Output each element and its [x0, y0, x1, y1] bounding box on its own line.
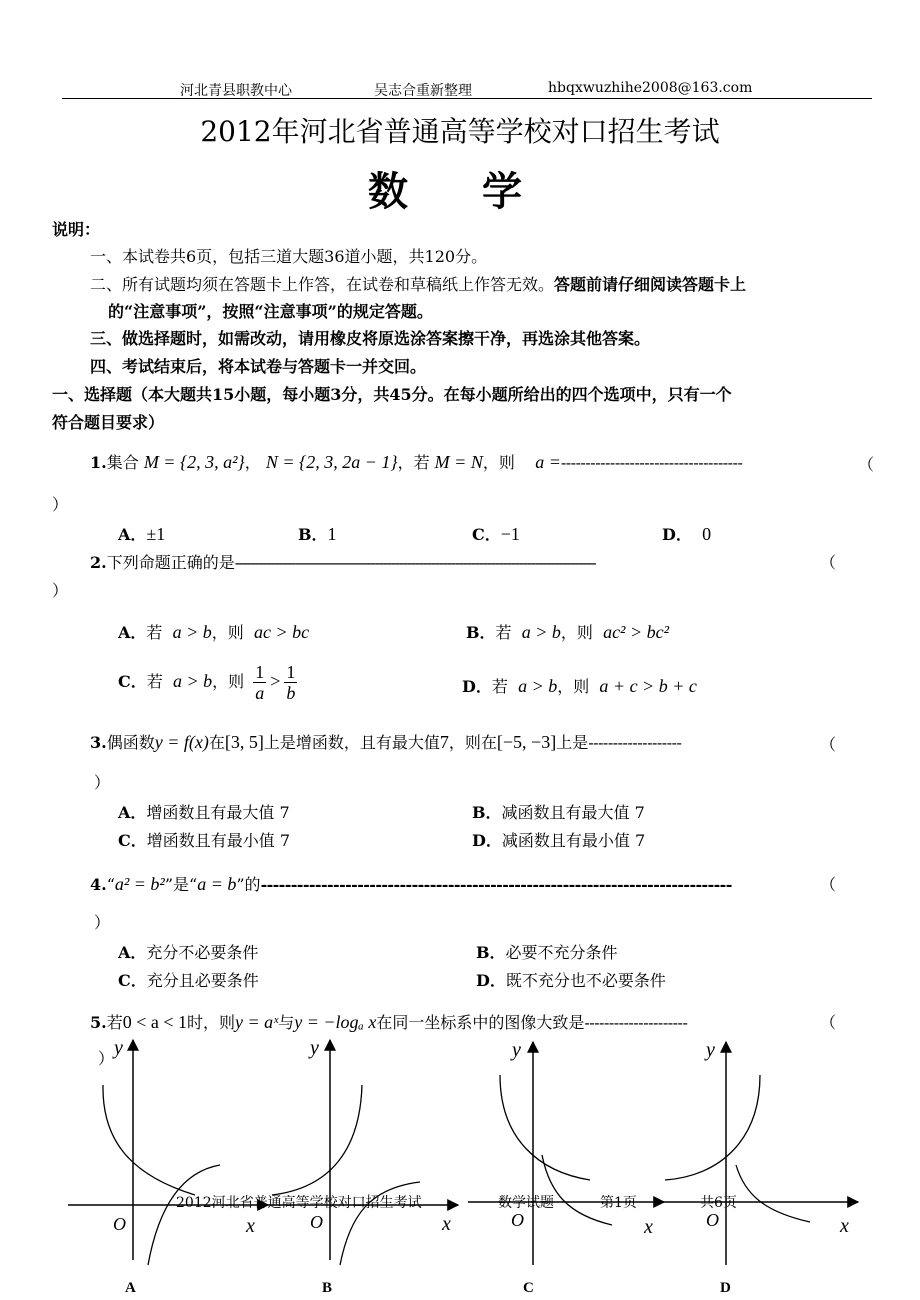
q5-graphs: [0, 1030, 920, 1300]
header-email: hbqxwuzhihe2008@163.com: [548, 80, 753, 96]
exam-title: 2012年河北省普通高等学校对口招生考试: [200, 115, 720, 148]
q3-option-a: A．增函数且有最大值 7: [118, 803, 290, 822]
question-2: 2.下列命题正确的是------------------------------------------------------------------------------------------: [90, 553, 596, 572]
q1-ask: a =: [535, 452, 561, 472]
graph-a-origin: O: [113, 1214, 126, 1234]
q2-c-frac-2: $\frac{1}{b}$: [286, 662, 296, 703]
footer-exam: 2012河北省普通高等学校对口招生考试: [176, 1195, 422, 1211]
graph-a-label: A: [125, 1280, 136, 1296]
instructions-label: 说明：: [52, 220, 101, 239]
q1-paren-open: （: [858, 455, 875, 474]
graph-a-x-label: x: [246, 1215, 255, 1237]
graph-b-origin: O: [310, 1212, 323, 1232]
graph-d-label: D: [720, 1280, 731, 1296]
graph-b-curve-exp: [272, 1085, 362, 1195]
q1-option-c: C．−1: [472, 524, 520, 544]
graph-a-curve-exp: [103, 1085, 195, 1195]
graph-d-curve-exp: [665, 1075, 760, 1180]
graph-c-curve-exp: [500, 1075, 590, 1180]
q3-option-c: C．增函数且有最小值 7: [118, 831, 291, 850]
graph-b-x-label: x: [442, 1213, 451, 1235]
graph-b-y-label: y: [310, 1037, 319, 1059]
question-3: 3.偶函数y = f(x)在[3, 5]上是增函数，且有最大值7，则在[−5, −3]上是-------------------: [90, 732, 682, 752]
q1-comma: ，: [244, 453, 261, 472]
q4-paren-open: （: [820, 875, 837, 894]
question-4: 4.“a² = b²”是“a = b”的------------------------------------------------------------------------------: [90, 874, 732, 894]
q2-option-c: C．若 a > b，则 $\frac{1}{a}$ > $\frac{1}{b}$: [118, 662, 296, 703]
graph-d: [660, 1039, 858, 1296]
q1-dashes: -------------------------------------: [560, 453, 743, 472]
q3-option-b: B．减函数且有最大值 7: [472, 803, 645, 822]
q1-set-n: N = {2, 3, 2a − 1}: [265, 452, 398, 472]
question-5: 5.若0 < a < 1时，则y = aˣ与y = −logₐ x在同一坐标系中的图像大致是---------------------: [90, 1012, 688, 1032]
q1-text-a: 集合: [106, 453, 139, 472]
q2-option-a: A．若 a > b，则 ac > bc: [118, 622, 310, 642]
q4-option-b: B．必要不充分条件: [476, 943, 618, 962]
q2-dashes: ------------------------------------------------------------------------------------------: [234, 553, 596, 572]
q4-option-d: D．既不充分也不必要条件: [476, 971, 666, 990]
footer-total: 共6页: [700, 1195, 737, 1211]
footer-page: 第1页: [600, 1195, 637, 1211]
q3-option-d: D．减函数且有最小值 7: [472, 831, 646, 850]
q2-c-frac-1: $\frac{1}{a}$: [255, 662, 265, 703]
section1-line1: 一、选择题（本大题共15小题，每小题3分，共45分。在每小题所给出的四个选项中，只有一个: [52, 385, 732, 404]
subject-title: 数 学: [368, 169, 552, 215]
q3-paren-close: ）: [94, 773, 111, 792]
graph-c-curve-log: [542, 1155, 612, 1225]
q1-paren-close: ）: [52, 495, 69, 514]
graph-c-y-label: y: [512, 1039, 521, 1061]
q2-paren-close: ）: [52, 581, 69, 600]
graph-d-origin: O: [706, 1210, 719, 1230]
graph-b-label: B: [322, 1280, 333, 1296]
question-1: [90, 450, 742, 473]
graph-d-x-label: x: [840, 1215, 849, 1237]
q2-option-d: D．若 a > b，则 a + c > b + c: [462, 676, 697, 696]
instruction-2: [90, 272, 746, 295]
instruction-4: 四、考试结束后，将本试卷与答题卡一并交回。: [90, 357, 427, 376]
q1-number: 1.: [90, 453, 107, 472]
instruction-1: 一、本试卷共6页，包括三道大题36道小题，共120分。: [90, 247, 488, 266]
q2-paren-open: （: [820, 553, 837, 572]
graph-d-curve-log: [736, 1165, 810, 1222]
instruction-3: 三、做选择题时，如需改动，请用橡皮将原选涂答案擦干净，再选涂其他答案。: [90, 329, 651, 348]
header-rule: [62, 98, 872, 99]
q1-option-a: A．±1: [118, 524, 166, 544]
section1-line2: 符合题目要求）: [52, 413, 165, 432]
q1-cond: M = N: [434, 452, 483, 472]
graph-c: [468, 1039, 664, 1296]
q1-text-b: ，若: [397, 453, 430, 472]
q2-option-b: B．若 a > b，则 ac² > bc²: [466, 622, 669, 642]
instruction-2-normal: 二、所有试题均须在答题卡上作答，在试卷和草稿纸上作答无效。: [90, 275, 555, 294]
q1-text-c: ，则: [482, 453, 515, 472]
q5-paren-open: （: [820, 1013, 837, 1032]
header-editor: 吴志合重新整理: [374, 83, 472, 99]
q4-option-c: C．充分且必要条件: [118, 971, 259, 990]
instruction-2-bold: 答题前请仔细阅读答题卡上: [554, 275, 747, 294]
graph-c-x-label: x: [644, 1216, 653, 1238]
graph-c-label: C: [523, 1280, 534, 1296]
footer-subject: 数学试题: [498, 1195, 554, 1211]
graph-a-y-label: y: [114, 1037, 123, 1059]
q4-paren-close: ）: [94, 913, 111, 932]
q3-paren-open: （: [820, 735, 837, 754]
graph-a: [68, 1037, 268, 1296]
q1-set-m: M = {2, 3, a²}: [143, 452, 245, 472]
header-school: 河北青县职教中心: [180, 83, 292, 99]
graph-b: [262, 1037, 458, 1296]
q4-option-a: A．充分不必要条件: [118, 943, 259, 962]
graph-d-y-label: y: [706, 1039, 715, 1061]
q5-paren-close: ）: [98, 1049, 115, 1068]
graph-c-origin: O: [511, 1210, 524, 1230]
q1-option-d: D． 0: [662, 524, 712, 544]
instruction-2-cont: 的“注意事项”，按照“注意事项”的规定答题。: [108, 302, 433, 321]
q1-option-b: B．1: [298, 524, 337, 544]
